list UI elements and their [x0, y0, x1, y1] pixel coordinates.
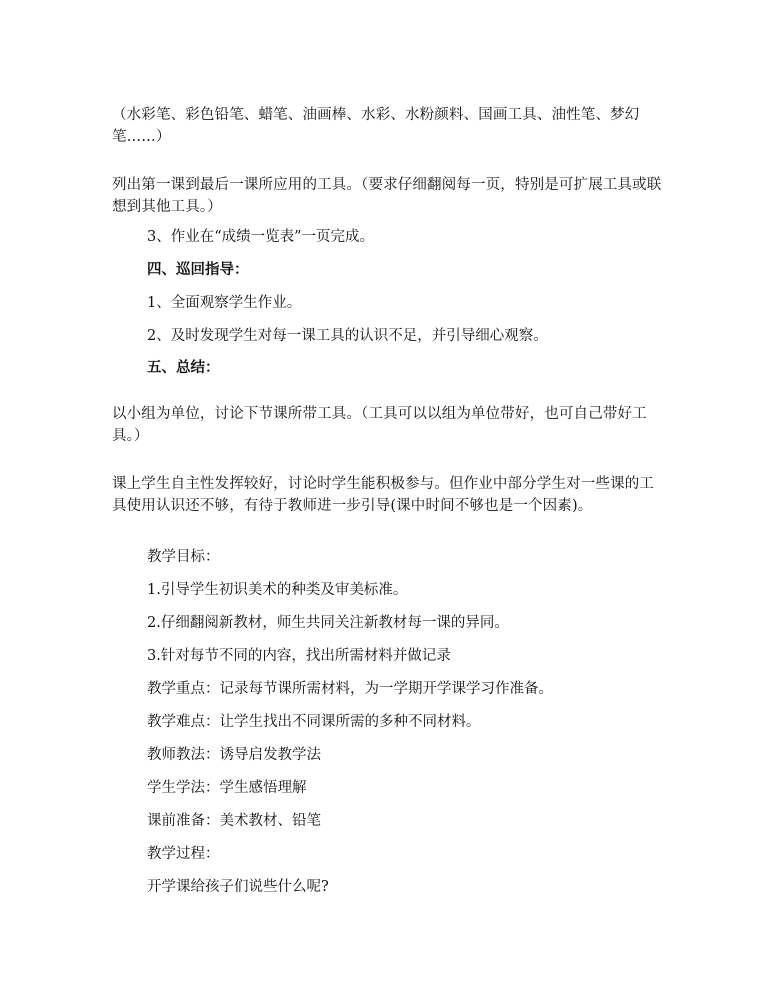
paragraph-objective-2: 2.仔细翻阅新教材，师生共同关注新教材每一课的异同。	[147, 615, 509, 631]
paragraph-reflection: 课上学生自主性发挥较好，讨论时学生能积极参与。但作业中部分学生对一些课的工具使用认识还不够，有待于教师进一步引导(课中时间不够也是一个因素)。	[112, 476, 655, 514]
paragraph-homework: 3、作业在“成绩一览表”一页完成。	[147, 229, 375, 245]
paragraph-teaching-method: 教师教法：诱导启发教学法	[147, 747, 321, 763]
paragraph-difficulty: 教学难点：让学生找出不同课所需的多种不同材料。	[147, 714, 481, 730]
paragraph-process-title: 教学过程：	[147, 846, 220, 862]
paragraph-learning-method: 学生学法：学生感悟理解	[147, 780, 307, 796]
paragraph-objective-3: 3.针对每节不同的内容，找出所需材料并做记录	[147, 648, 451, 664]
paragraph-list-tools: 列出第一课到最后一课所应用的工具。（要求仔细翻阅每一页，特别是可扩展工具或联想到其他工具。）	[112, 177, 662, 215]
paragraph-discover: 2、及时发现学生对每一课工具的认识不足，并引导细心观察。	[147, 328, 548, 344]
paragraph-observe: 1、全面观察学生作业。	[147, 295, 302, 311]
paragraph-group-discussion: 以小组为单位，讨论下节课所带工具。（工具可以以组为单位带好，也可自己带好工具。）	[112, 406, 647, 444]
heading-summary: 五、总结：	[147, 359, 220, 376]
paragraph-opening-question: 开学课给孩子们说些什么呢?	[147, 879, 329, 895]
paragraph-key-point: 教学重点：记录每节课所需材料，为一学期开学课学习作准备。	[147, 681, 553, 697]
paragraph-objectives-title: 教学目标：	[147, 549, 220, 565]
paragraph-tools-list: （水彩笔、彩色铅笔、蜡笔、油画棒、水彩、水粉颜料、国画工具、油性笔、梦幻笔……）	[112, 107, 640, 145]
heading-patrol-guidance: 四、巡回指导：	[147, 261, 249, 278]
paragraph-objective-1: 1.引导学生初识美术的种类及审美标准。	[147, 582, 408, 598]
paragraph-preparation: 课前准备：美术教材、铅笔	[147, 813, 321, 829]
